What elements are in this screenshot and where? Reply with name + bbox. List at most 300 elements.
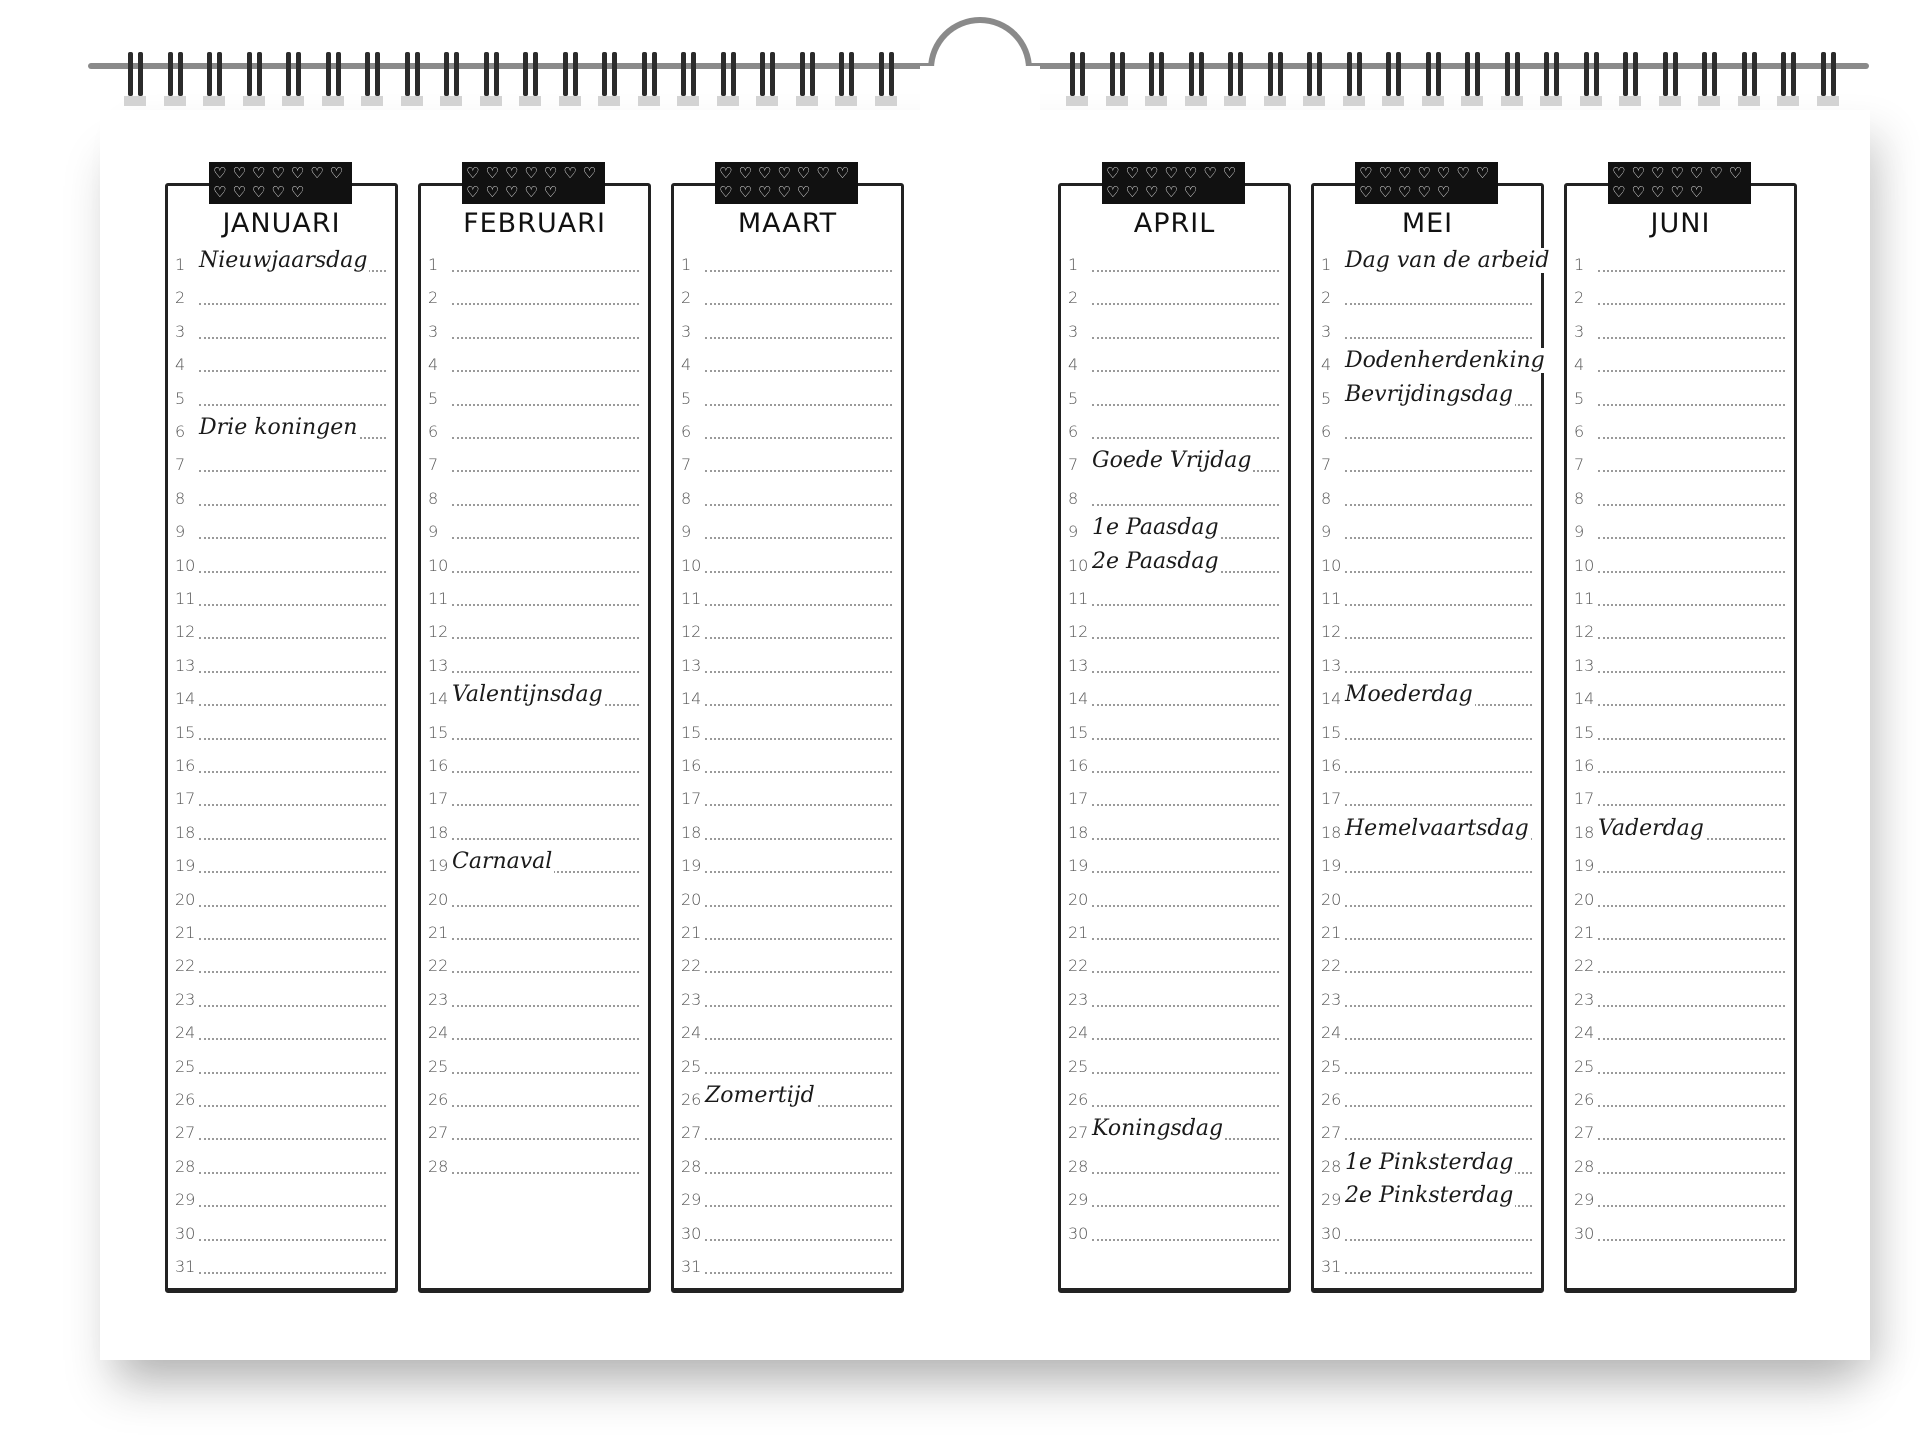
spiral-coil: [484, 52, 500, 102]
day-number: 23: [1321, 989, 1342, 1009]
day-number: 12: [681, 622, 702, 642]
day-row[interactable]: [1311, 1050, 1544, 1083]
day-row[interactable]: [1311, 782, 1544, 815]
day-row[interactable]: [1564, 1217, 1797, 1250]
day-row[interactable]: [165, 615, 398, 648]
day-row[interactable]: [1311, 1250, 1544, 1283]
dotted-line: [199, 738, 386, 740]
day-row[interactable]: [1564, 515, 1797, 548]
day-row[interactable]: [165, 916, 398, 949]
day-row[interactable]: [418, 883, 651, 916]
day-row[interactable]: [671, 749, 904, 782]
day-row[interactable]: [671, 649, 904, 682]
day-row[interactable]: [418, 1050, 651, 1083]
day-row[interactable]: [165, 749, 398, 782]
day-row[interactable]: [1058, 1183, 1291, 1216]
day-number: 18: [1321, 822, 1342, 842]
day-number: 1: [1321, 255, 1332, 274]
day-number: 18: [428, 822, 449, 842]
day-number: 28: [428, 1156, 449, 1176]
day-row[interactable]: [671, 1250, 904, 1283]
day-number: 23: [681, 989, 702, 1009]
day-row[interactable]: [165, 315, 398, 348]
dotted-line: [1345, 804, 1532, 806]
dotted-line: [452, 470, 639, 472]
day-row[interactable]: [418, 382, 651, 415]
day-row[interactable]: [418, 1016, 651, 1049]
day-row[interactable]: [1311, 649, 1544, 682]
day-number: 29: [1068, 1190, 1089, 1210]
heart-pattern-icon: ♡♡♡♡♡♡♡♡♡♡♡♡: [1612, 164, 1749, 201]
day-row[interactable]: [165, 649, 398, 682]
day-row[interactable]: [418, 448, 651, 481]
day-row[interactable]: [165, 716, 398, 749]
day-row[interactable]: [1058, 782, 1291, 815]
dotted-line: [452, 1005, 639, 1007]
spiral-coil: [642, 52, 658, 102]
dotted-line: [1598, 404, 1785, 406]
day-number: 28: [681, 1156, 702, 1176]
dotted-line: [1345, 337, 1532, 339]
day-row[interactable]: [1311, 916, 1544, 949]
day-row[interactable]: [1311, 1016, 1544, 1049]
day-row[interactable]: [165, 1083, 398, 1116]
day-row[interactable]: [1311, 1083, 1544, 1116]
day-row[interactable]: [1058, 749, 1291, 782]
day-row[interactable]: [1564, 448, 1797, 481]
spiral-coil: [326, 52, 342, 102]
day-number: 29: [681, 1190, 702, 1210]
day-row[interactable]: [1564, 649, 1797, 682]
day-row[interactable]: [671, 1183, 904, 1216]
day-row[interactable]: [165, 883, 398, 916]
day-number: 18: [1574, 822, 1595, 842]
day-row[interactable]: [1311, 849, 1544, 882]
day-row[interactable]: [1564, 348, 1797, 381]
dotted-line: [452, 1138, 639, 1140]
spiral-coil: [207, 52, 223, 102]
day-row[interactable]: [1311, 448, 1544, 481]
day-row[interactable]: [1058, 382, 1291, 415]
day-row[interactable]: [418, 749, 651, 782]
day-row[interactable]: [165, 248, 398, 281]
day-number: 19: [1321, 856, 1342, 876]
day-row[interactable]: [671, 849, 904, 882]
day-row[interactable]: [1058, 281, 1291, 314]
holiday-note: 2e Paasdag: [1092, 548, 1219, 574]
holiday-note: Drie koningen: [199, 415, 358, 440]
day-row[interactable]: [1311, 482, 1544, 515]
day-number: 15: [428, 722, 449, 742]
dotted-line: [199, 404, 386, 406]
day-number: 3: [175, 321, 186, 341]
day-row[interactable]: [1058, 515, 1291, 548]
day-row[interactable]: [418, 682, 651, 715]
day-row[interactable]: [671, 782, 904, 815]
dotted-line: [1598, 537, 1785, 539]
day-row[interactable]: [671, 515, 904, 548]
day-row[interactable]: [1564, 382, 1797, 415]
day-row[interactable]: [1311, 549, 1544, 582]
day-number: 27: [1068, 1123, 1089, 1143]
day-row[interactable]: [418, 916, 651, 949]
day-row[interactable]: [1564, 582, 1797, 615]
day-row[interactable]: [418, 949, 651, 982]
day-row[interactable]: [418, 348, 651, 381]
day-row[interactable]: [1058, 348, 1291, 381]
dotted-line: [452, 571, 639, 573]
day-row[interactable]: [418, 248, 651, 281]
day-number: 20: [1574, 889, 1595, 909]
day-row[interactable]: [418, 782, 651, 815]
dotted-line: [1345, 637, 1532, 639]
day-row[interactable]: [165, 782, 398, 815]
day-row[interactable]: [165, 382, 398, 415]
day-row[interactable]: [1564, 1116, 1797, 1149]
spiral-coil: [1465, 52, 1481, 102]
day-row[interactable]: [671, 883, 904, 916]
day-row[interactable]: [1311, 515, 1544, 548]
day-number: 17: [175, 789, 196, 809]
day-row[interactable]: [1058, 949, 1291, 982]
day-row[interactable]: [1311, 315, 1544, 348]
dotted-line: [1598, 604, 1785, 606]
day-row[interactable]: [418, 849, 651, 882]
dotted-line: [705, 905, 892, 907]
day-row[interactable]: [165, 549, 398, 582]
day-row[interactable]: [1564, 849, 1797, 882]
day-row[interactable]: [165, 1050, 398, 1083]
day-row[interactable]: [1058, 248, 1291, 281]
day-row[interactable]: [1311, 949, 1544, 982]
day-row[interactable]: [418, 615, 651, 648]
dotted-line: [199, 1105, 386, 1107]
day-row[interactable]: [1564, 315, 1797, 348]
day-row[interactable]: [671, 716, 904, 749]
day-row[interactable]: [1311, 1116, 1544, 1149]
day-row[interactable]: [671, 1217, 904, 1250]
day-row[interactable]: [165, 816, 398, 849]
washi-tape: [1608, 162, 1751, 204]
day-row[interactable]: [1058, 682, 1291, 715]
day-row[interactable]: [671, 949, 904, 982]
day-number: 11: [428, 589, 449, 608]
day-row[interactable]: [1564, 1183, 1797, 1216]
day-row[interactable]: [1058, 582, 1291, 615]
day-number: 23: [1574, 989, 1595, 1009]
day-row[interactable]: [671, 1116, 904, 1149]
spiral-coil: [1584, 52, 1600, 102]
day-number: 28: [1574, 1156, 1595, 1176]
day-row[interactable]: [1058, 916, 1291, 949]
day-row[interactable]: [165, 448, 398, 481]
day-row[interactable]: [1058, 1016, 1291, 1049]
day-row[interactable]: [418, 1083, 651, 1116]
day-row[interactable]: [1311, 816, 1544, 849]
day-row[interactable]: [1058, 649, 1291, 682]
day-number: 22: [175, 956, 196, 976]
day-number: 23: [1068, 989, 1089, 1009]
day-row[interactable]: [1311, 1183, 1544, 1216]
dotted-line: [1092, 504, 1279, 506]
washi-tape: [715, 162, 858, 204]
day-row[interactable]: [1058, 1116, 1291, 1149]
dotted-line: [199, 1072, 386, 1074]
day-row[interactable]: [671, 415, 904, 448]
dotted-line: [1345, 571, 1532, 573]
day-row[interactable]: [1564, 1050, 1797, 1083]
day-row[interactable]: [165, 1016, 398, 1049]
day-row[interactable]: [165, 482, 398, 515]
day-row[interactable]: [1058, 816, 1291, 849]
spiral-coil: [128, 52, 144, 102]
dotted-line: [1345, 738, 1532, 740]
dotted-line: [1092, 1038, 1279, 1040]
day-number: 17: [1321, 789, 1342, 809]
day-row[interactable]: [1058, 849, 1291, 882]
day-row[interactable]: [1564, 716, 1797, 749]
day-row[interactable]: [671, 816, 904, 849]
day-row[interactable]: [1564, 281, 1797, 314]
holiday-note: Goede Vrijdag: [1092, 448, 1252, 474]
day-row[interactable]: [418, 549, 651, 582]
day-row[interactable]: [1058, 1083, 1291, 1116]
dotted-line: [705, 771, 892, 773]
day-number: 20: [175, 889, 196, 909]
day-number: 31: [681, 1257, 702, 1276]
day-row[interactable]: [671, 382, 904, 415]
day-number: 15: [1321, 722, 1342, 742]
day-row[interactable]: [1058, 549, 1291, 582]
day-number: 25: [175, 1056, 196, 1076]
day-row[interactable]: [1311, 749, 1544, 782]
day-row[interactable]: [165, 1150, 398, 1183]
holiday-note: Dag van de arbeid: [1345, 248, 1550, 273]
day-row[interactable]: [1311, 382, 1544, 415]
spiral-coil: [1505, 52, 1521, 102]
dotted-line: [705, 637, 892, 639]
day-row[interactable]: [1311, 348, 1544, 381]
day-row[interactable]: [1058, 1150, 1291, 1183]
day-row[interactable]: [418, 816, 651, 849]
day-row[interactable]: [165, 1217, 398, 1250]
day-row[interactable]: [1564, 883, 1797, 916]
day-row[interactable]: [1564, 482, 1797, 515]
day-row[interactable]: [671, 983, 904, 1016]
day-row[interactable]: [418, 1116, 651, 1149]
day-row[interactable]: [1058, 615, 1291, 648]
day-row[interactable]: [418, 482, 651, 515]
day-number: 10: [681, 555, 702, 575]
day-row[interactable]: [1058, 983, 1291, 1016]
dotted-line: [452, 537, 639, 539]
day-row[interactable]: [165, 415, 398, 448]
day-number: 13: [1574, 655, 1595, 675]
day-row[interactable]: [1564, 749, 1797, 782]
dotted-line: [452, 637, 639, 639]
day-number: 27: [1321, 1123, 1342, 1143]
dotted-line: [1598, 571, 1785, 573]
day-row[interactable]: [418, 1150, 651, 1183]
day-row[interactable]: [1564, 983, 1797, 1016]
dotted-line: [1092, 337, 1279, 339]
spiral-coil: [247, 52, 263, 102]
day-row[interactable]: [1311, 1217, 1544, 1250]
day-row[interactable]: [1311, 883, 1544, 916]
day-number: 14: [681, 689, 702, 709]
day-row[interactable]: [418, 983, 651, 1016]
day-row[interactable]: [671, 1016, 904, 1049]
day-row[interactable]: [1058, 315, 1291, 348]
day-number: 26: [1574, 1090, 1595, 1109]
day-row[interactable]: [1564, 248, 1797, 281]
day-row[interactable]: [1564, 816, 1797, 849]
dotted-line: [199, 1138, 386, 1140]
day-row[interactable]: [165, 949, 398, 982]
dotted-line: [1092, 370, 1279, 372]
dotted-line: [705, 804, 892, 806]
day-row[interactable]: [671, 281, 904, 314]
day-row[interactable]: [1058, 883, 1291, 916]
day-row[interactable]: [165, 281, 398, 314]
day-row[interactable]: [1058, 716, 1291, 749]
day-row[interactable]: [1058, 1217, 1291, 1250]
day-row[interactable]: [418, 515, 651, 548]
day-row[interactable]: [1564, 949, 1797, 982]
day-number: 15: [1068, 722, 1089, 742]
day-row[interactable]: [418, 415, 651, 448]
day-row[interactable]: [1564, 682, 1797, 715]
day-row[interactable]: [1311, 682, 1544, 715]
day-number: 8: [681, 488, 692, 508]
day-number: 22: [1574, 956, 1595, 976]
day-row[interactable]: [1311, 281, 1544, 314]
day-row[interactable]: [418, 716, 651, 749]
day-row[interactable]: [418, 281, 651, 314]
dotted-line: [1598, 303, 1785, 305]
day-row[interactable]: [671, 482, 904, 515]
dotted-line: [1345, 1038, 1532, 1040]
dotted-line: [1092, 1105, 1279, 1107]
dotted-line: [705, 404, 892, 406]
day-row[interactable]: [1058, 415, 1291, 448]
day-row[interactable]: [1564, 1083, 1797, 1116]
day-number: 3: [1321, 321, 1332, 341]
day-row[interactable]: [671, 348, 904, 381]
day-row[interactable]: [671, 916, 904, 949]
day-row[interactable]: [1311, 983, 1544, 1016]
day-row[interactable]: [165, 983, 398, 1016]
day-row[interactable]: [671, 682, 904, 715]
day-row[interactable]: [1564, 415, 1797, 448]
day-number: 20: [681, 889, 702, 909]
dotted-line: [1092, 838, 1279, 840]
day-number: 7: [1321, 455, 1332, 475]
day-number: 16: [681, 756, 702, 775]
dotted-line: [199, 1272, 386, 1274]
day-row[interactable]: [671, 1050, 904, 1083]
day-row[interactable]: [671, 1150, 904, 1183]
day-row[interactable]: [1564, 549, 1797, 582]
day-row[interactable]: [1311, 415, 1544, 448]
day-number: 4: [1068, 355, 1079, 375]
day-row[interactable]: [671, 1083, 904, 1116]
day-row[interactable]: [671, 448, 904, 481]
dotted-line: [1598, 1072, 1785, 1074]
day-number: 26: [1068, 1090, 1089, 1109]
day-row[interactable]: [1311, 1150, 1544, 1183]
day-row[interactable]: [1564, 1016, 1797, 1049]
day-row[interactable]: [165, 348, 398, 381]
day-row[interactable]: [165, 849, 398, 882]
day-row[interactable]: [1564, 615, 1797, 648]
day-row[interactable]: [671, 248, 904, 281]
day-number: 21: [681, 923, 702, 942]
day-row[interactable]: [418, 649, 651, 682]
dotted-line: [1598, 1038, 1785, 1040]
dotted-line: [199, 938, 386, 940]
day-row[interactable]: [1311, 582, 1544, 615]
day-row[interactable]: [1058, 482, 1291, 515]
dotted-line: [1345, 604, 1532, 606]
day-number: 12: [1068, 622, 1089, 642]
day-row[interactable]: [1311, 248, 1550, 281]
day-row[interactable]: [671, 615, 904, 648]
dotted-line: [1092, 671, 1279, 673]
day-row[interactable]: [1058, 1050, 1291, 1083]
day-row[interactable]: [418, 582, 651, 615]
dotted-line: [705, 303, 892, 305]
day-number: 2: [175, 288, 186, 308]
month-title: MAART: [737, 208, 838, 239]
spiral-coil: [405, 52, 421, 102]
dotted-line: [1345, 971, 1532, 973]
day-row[interactable]: [165, 682, 398, 715]
day-row[interactable]: [1311, 615, 1544, 648]
dotted-line: [705, 838, 892, 840]
dotted-line: [1092, 270, 1279, 272]
day-row[interactable]: [165, 1116, 398, 1149]
day-row[interactable]: [1058, 448, 1291, 481]
day-row[interactable]: [671, 582, 904, 615]
day-row[interactable]: [165, 1183, 398, 1216]
day-number: 14: [428, 689, 449, 709]
day-row[interactable]: [1564, 782, 1797, 815]
day-number: 25: [681, 1056, 702, 1076]
day-row[interactable]: [671, 549, 904, 582]
holiday-note: Bevrijdingsdag: [1345, 381, 1513, 407]
day-row[interactable]: [165, 582, 398, 615]
day-row[interactable]: [1564, 916, 1797, 949]
dotted-line: [199, 704, 386, 706]
day-row[interactable]: [671, 315, 904, 348]
day-number: 1: [681, 255, 692, 274]
day-row[interactable]: [1564, 1150, 1797, 1183]
holiday-note: Valentijnsdag: [452, 682, 603, 708]
dotted-line: [199, 838, 386, 840]
day-number: 21: [428, 923, 449, 942]
day-row[interactable]: [165, 1250, 398, 1283]
day-number: 10: [428, 555, 449, 575]
day-number: 21: [1068, 923, 1089, 942]
day-row[interactable]: [165, 515, 398, 548]
dotted-line: [705, 1138, 892, 1140]
dotted-line: [1345, 671, 1532, 673]
day-row[interactable]: [418, 315, 651, 348]
day-row[interactable]: [1311, 716, 1544, 749]
day-number: 10: [1574, 555, 1595, 575]
dotted-line: [1345, 1272, 1532, 1274]
